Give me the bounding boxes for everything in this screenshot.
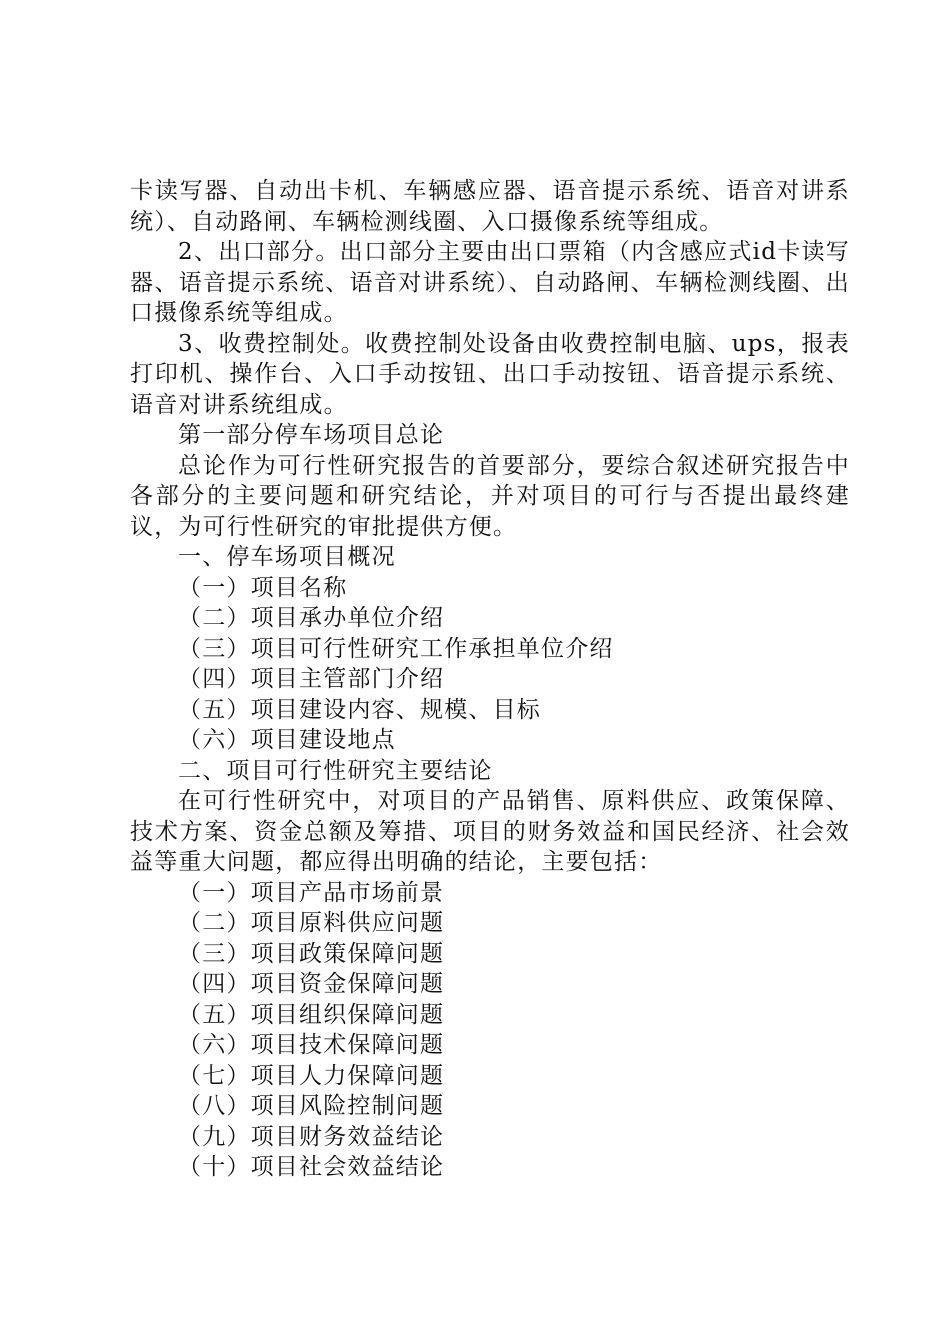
overview-item: （五）项目建设内容、规模、目标 [178, 696, 541, 723]
document-body [130, 176, 850, 1183]
paragraph-conclusion-intro: 在可行性研究中，对项目的产品销售、原料供应、政策保障、技术方案、资金总额及筹措、项目的财务效益和国民经济、社会效益等重大问题，都应得出明确的结论，主要包括： [130, 788, 850, 875]
conclusion-item: （六）项目技术保障问题 [178, 1032, 445, 1058]
overview-item: （六）项目建设地点 [178, 727, 396, 753]
overview-item: （四）项目主管部门介绍 [178, 666, 445, 692]
conclusion-item: （八）项目风险控制问题 [178, 1093, 445, 1119]
section-two-heading: 二、项目可行性研究主要结论 [178, 757, 493, 784]
conclusion-item: （五）项目组织保障问题 [178, 1001, 445, 1028]
conclusion-item: （三）项目政策保障问题 [178, 940, 445, 967]
paragraph-toll-control: 3、收费控制处。收费控制处设备由收费控制电脑、ups，报表打印机、操作台、入口手动按钮、出口手动按钮、语音提示系统、语音对讲系统组成。 [130, 330, 850, 418]
conclusion-item: （四）项目资金保障问题 [178, 971, 445, 997]
overview-item: （三）项目可行性研究工作承担单位介绍 [178, 635, 614, 662]
part-one-heading: 第一部分停车场项目总论 [178, 422, 445, 448]
conclusion-item: （一）项目产品市场前景 [178, 879, 445, 906]
paragraph-continuation: 卡读写器、自动出卡机、车辆感应器、语音提示系统、语音对讲系统）、自动路闸、车辆检测线圈、入口摄像系统等组成。 [130, 178, 850, 235]
overview-item: （二）项目承办单位介绍 [178, 605, 445, 631]
paragraph-summary-intro: 总论作为可行性研究报告的首要部分，要综合叙述研究报告中各部分的主要问题和研究结论，并对项目的可行与否提出最终建议，为可行性研究的审批提供方便。 [130, 452, 850, 540]
conclusion-item: （九）项目财务效益结论 [178, 1123, 445, 1150]
section-one-heading: 一、停车场项目概况 [178, 544, 396, 570]
conclusion-item: （十）项目社会效益结论 [178, 1154, 445, 1180]
paragraph-exit-section: 2、出口部分。出口部分主要由出口票箱（内含感应式id卡读写器、语音提示系统、语音对讲系统）、自动路闸、车辆检测线圈、出口摄像系统等组成。 [130, 239, 850, 326]
overview-item: （一）项目名称 [178, 574, 348, 601]
conclusion-item: （七）项目人力保障问题 [178, 1062, 445, 1089]
conclusion-item: （二）项目原料供应问题 [178, 910, 445, 936]
